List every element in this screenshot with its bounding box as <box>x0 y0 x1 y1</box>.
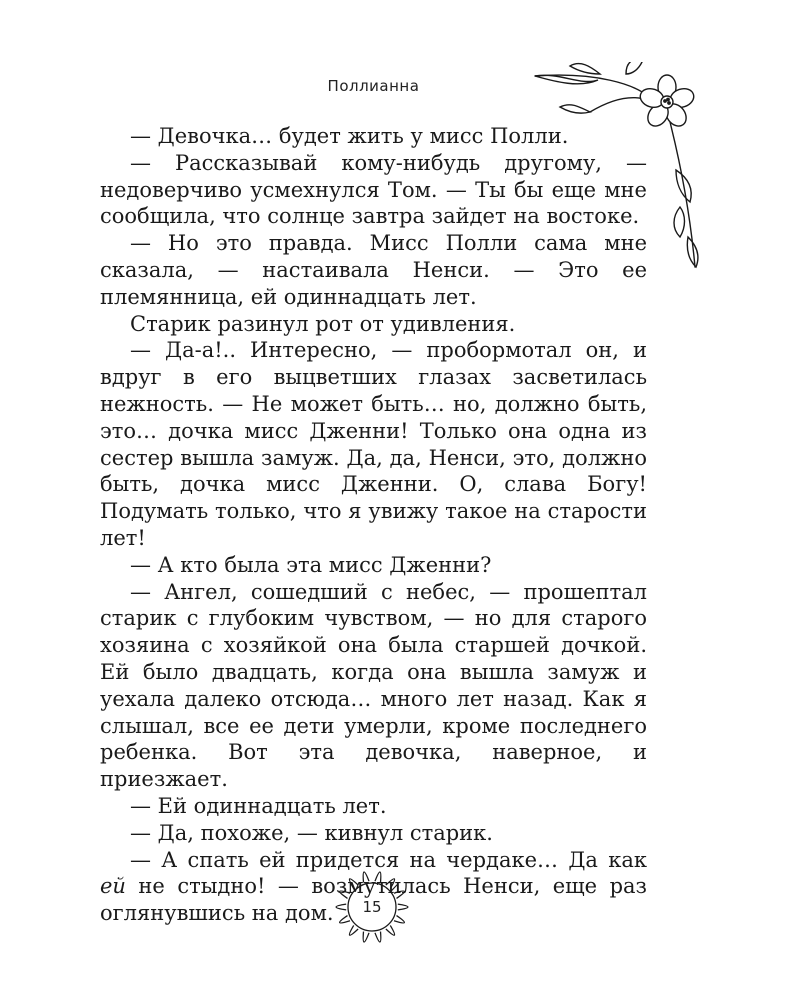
paragraph: — Ангел, сошедший с небес, — прошептал старик с глубоким чувством, — но для старого хозяина с хозяйкой она была старшей дочкой. Ей было двадцать, когда она вышла замуж и уехала далеко отсюда… много лет назад. Как я слышал, все ее дети умерли, кроме последнего ребенка. Вот эта девочка, наверное, и приезжает. <box>100 579 647 792</box>
paragraph: Старик разинул рот от удивления. <box>130 311 516 336</box>
paragraph: — Да-а!.. Интересно, — пробормотал он, и вдруг в его выцветших глазах засветилась нежность. — Не может быть… но, должно быть, это… дочка мисс Дженни! Только она одна из сестер вышла замуж. Да, да, Ненси, это, должно быть, дочка мисс Дженни. О, слава Богу! Подумать только, что я увижу такое на старости лет! <box>100 338 647 550</box>
paragraph: — Рассказывай кому-нибудь другому, — недоверчиво усмехнулся Том. — Ты бы еще мне сообщила, что солнце завтра зайдет на востоке. <box>100 150 647 229</box>
paragraph: — Да, похоже, — кивнул старик. <box>130 820 493 845</box>
text-run: не стыдно! — возмутилась Ненси, еще раз оглянувшись на дом. <box>100 874 647 926</box>
paragraph: — Девочка… будет жить у мисс Полли. <box>130 124 569 148</box>
page-number: 15 <box>362 898 382 916</box>
paragraph: — Ей одиннадцать лет. <box>130 793 387 818</box>
body-text <box>100 123 647 927</box>
running-head: Поллианна <box>327 77 420 95</box>
paragraph: — А кто была эта мисс Дженни? <box>130 552 492 577</box>
emphasis: ей <box>100 874 126 899</box>
paragraph: — Но это правда. Мисс Полли сама мне сказала, — настаивала Ненси. — Это ее племянница, ей одиннадцать лет. <box>100 231 647 309</box>
text-run: — А спать ей придется на чердаке… Да как <box>130 847 647 872</box>
